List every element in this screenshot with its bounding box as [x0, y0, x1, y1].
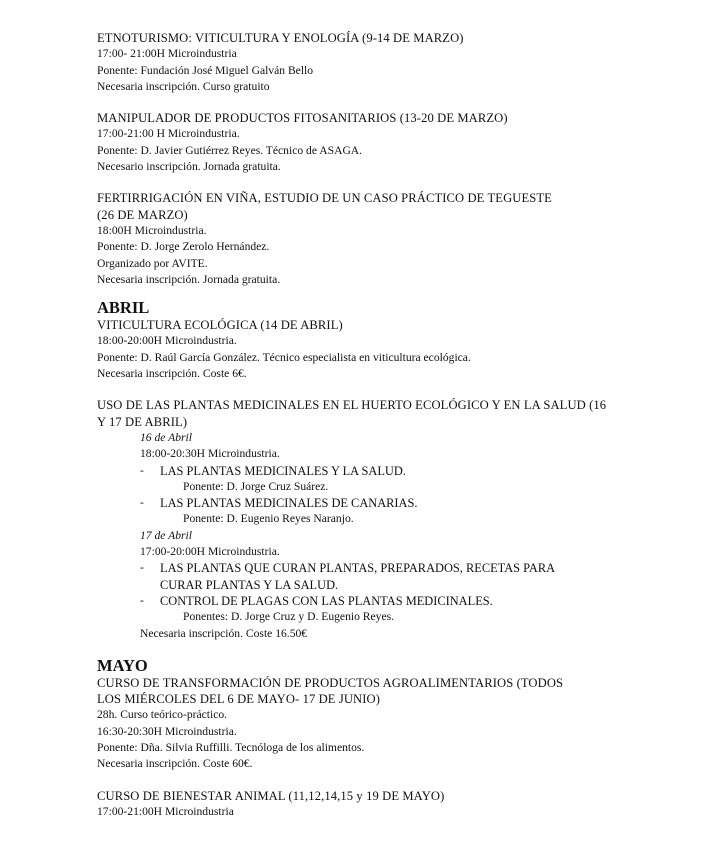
event-speaker: Ponente: D. Javier Gutiérrez Reyes. Técnico de ASAGA. [97, 143, 363, 157]
bullet-dash: - [140, 463, 144, 477]
event-hours: 28h. Curso teórico-práctico. [97, 708, 228, 722]
event-registration: Necesaria inscripción. Curso gratuito [97, 79, 270, 93]
talk-item [97, 463, 637, 479]
event-time: 18:00-20:00H Microindustria. [97, 334, 237, 348]
month-heading-mayo: MAYO [97, 655, 148, 675]
bullet-dash: - [140, 561, 144, 575]
talk-item [97, 593, 637, 609]
month-heading-abril: ABRIL [97, 298, 150, 318]
document-page [97, 30, 637, 835]
event-registration: Necesario inscripción. Jornada gratuita. [97, 160, 281, 174]
event-fitosanitarios [97, 110, 637, 175]
event-viticultura-ecologica [97, 317, 637, 382]
event-time: 18:00H Microindustria. [97, 223, 207, 237]
event-plantas-medicinales [97, 397, 637, 641]
event-title: USO DE LAS PLANTAS MEDICINALES EN EL HUERTO ECOLÓGICO Y EN LA SALUD (16 Y 17 DE ABRIL) [97, 398, 607, 429]
event-title: ETNOTURISMO: VITICULTURA Y ENOLOGÍA (9-14 DE MARZO) [97, 31, 464, 45]
day-date: 16 de Abril [140, 430, 192, 444]
event-speaker: Ponente: D. Raúl García González. Técnico especialista en viticultura ecológica. [97, 350, 471, 364]
event-speaker: Ponente: D. Jorge Zerolo Hernández. [97, 240, 270, 254]
event-transformacion [97, 675, 637, 773]
day-time: 17:00-20:00H Microindustria. [140, 545, 280, 559]
talk-title: LAS PLANTAS MEDICINALES Y LA SALUD. [160, 463, 406, 478]
event-time: 17:00-21:00 H Microindustria. [97, 127, 240, 141]
event-registration: Necesaria inscripción. Coste 6€. [97, 367, 247, 381]
event-title: CURSO DE TRANSFORMACIÓN DE PRODUCTOS AGROALIMENTARIOS (TODOS LOS MIÉRCOLES DEL 6 DE MAYO- 17 DE JUNIO) [97, 675, 564, 707]
event-speaker: Ponente: Dña. Silvia Ruffilli. Tecnóloga de los alimentos. [97, 740, 365, 754]
talk-title: CONTROL DE PLAGAS CON LAS PLANTAS MEDICINALES. [160, 593, 493, 608]
event-time: 17:00-21:00H Microindustria [97, 804, 234, 818]
event-title: FERTIRRIGACIÓN EN VIÑA, ESTUDIO DE UN CASO PRÁCTICO DE TEGUESTE (26 DE MARZO) [97, 191, 552, 222]
day-time: 18:00-20:30H Microindustria. [140, 447, 280, 461]
event-time: 16:30-20:30H Microindustria. [97, 724, 237, 738]
event-title: CURSO DE BIENESTAR ANIMAL (11,12,14,15 y 19 DE MAYO) [97, 788, 445, 803]
event-time: 17:00- 21:00H Microindustria [97, 47, 237, 61]
event-bienestar-animal [97, 788, 637, 821]
day-date: 17 de Abril [140, 528, 192, 542]
bullet-dash: - [140, 496, 144, 510]
talk-item [97, 495, 637, 511]
event-fertirrigacion [97, 190, 637, 288]
event-registration: Necesaria inscripción. Coste 16.50€ [140, 626, 308, 640]
event-organizer: Organizado por AVITE. [97, 256, 208, 270]
bullet-dash: - [140, 593, 144, 607]
event-registration: Necesaria inscripción. Jornada gratuita. [97, 272, 281, 286]
event-speaker: Ponente: Fundación José Miguel Galván Bello [97, 63, 314, 77]
event-etnoturismo [97, 30, 637, 95]
talk-item [97, 560, 637, 593]
talk-speaker: Ponente: D. Jorge Cruz Suárez. [183, 479, 329, 493]
talk-title: LAS PLANTAS MEDICINALES DE CANARIAS. [160, 496, 418, 511]
event-title: VITICULTURA ECOLÓGICA (14 DE ABRIL) [97, 318, 343, 333]
event-registration: Necesaria inscripción. Coste 60€. [97, 757, 253, 771]
talk-title: LAS PLANTAS QUE CURAN PLANTAS, PREPARADOS, RECETAS PARA CURAR PLANTAS Y LA SALUD. [160, 561, 555, 592]
event-title: MANIPULADOR DE PRODUCTOS FITOSANITARIOS (13-20 DE MARZO) [97, 111, 508, 126]
talk-speaker: Ponente: D. Eugenio Reyes Naranjo. [183, 512, 354, 526]
talk-speaker: Ponentes: D. Jorge Cruz y D. Eugenio Reyes. [183, 610, 395, 624]
